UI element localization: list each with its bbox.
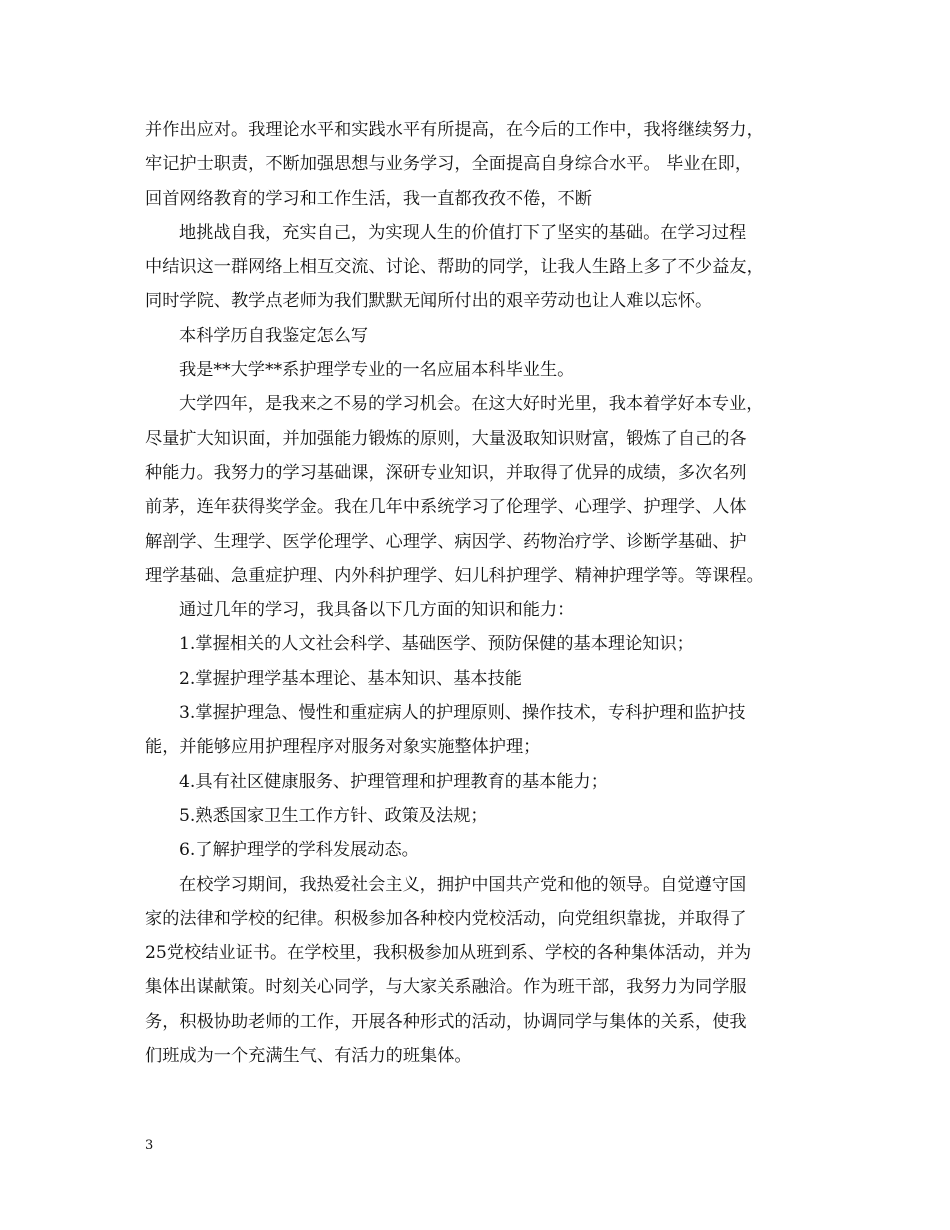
text-line: 4.具有社区健康服务、护理管理和护理教育的基本能力； (179, 771, 608, 792)
text-line: 家的法律和学校的纪律。积极参加各种校内党校活动，向党组织靠拢，并取得了 (145, 908, 747, 929)
text-line: 中结识这一群网络上相互交流、讨论、帮助的同学，让我人生路上多了不少益友， (145, 257, 764, 278)
text-line: 大学四年，是我来之不易的学习机会。在这大好时光里，我本着学好本专业， (179, 394, 764, 415)
text-line: 尽量扩大知识面，并加强能力锻炼的原则，大量汲取知识财富，锻炼了自己的各 (145, 428, 747, 449)
text-line: 3.掌握护理急、慢性和重症病人的护理原则、操作技术，专科护理和监护技 (179, 703, 746, 724)
text-line: 1.掌握相关的人文社会科学、基础医学、预防保健的基本理论知识； (179, 634, 694, 655)
text-line: 同时学院、教学点老师为我们默默无闻所付出的艰辛劳动也让人难以忘怀。 (145, 291, 713, 312)
text-line: 6.了解护理学的学科发展动态。 (179, 840, 419, 861)
text-line: 5.熟悉国家卫生工作方针、政策及法规； (179, 805, 488, 826)
text-line: 通过几年的学习，我具备以下几方面的知识和能力： (179, 600, 575, 621)
text-line: 25党校结业证书。在学校里，我积极参加从班到系、学校的各种集体活动，并为 (145, 943, 752, 964)
text-line: 种能力。我努力的学习基础课，深研专业知识，并取得了优异的成绩，多次名列 (145, 462, 747, 483)
text-line: 能，并能够应用护理程序对服务对象实施整体护理； (145, 737, 541, 758)
text-line: 理学基础、急重症护理、内外科护理学、妇儿科护理学、精神护理学等。等课程。 (145, 565, 764, 586)
text-line: 我是**大学**系护理学专业的一名应届本科毕业生。 (179, 360, 575, 381)
text-line: 回首网络教育的学习和工作生活，我一直都孜孜不倦，不断 (145, 188, 592, 209)
text-line: 们班成为一个充满生气、有活力的班集体。 (145, 1046, 472, 1067)
text-line: 并作出应对。我理论水平和实践水平有所提高，在今后的工作中，我将继续努力， (145, 120, 764, 140)
text-line: 务，积极协助老师的工作，开展各种形式的活动，协调同学与集体的关系，使我 (145, 1011, 747, 1032)
document-body (145, 113, 815, 1073)
text-line: 本科学历自我鉴定怎么写 (179, 325, 369, 346)
text-line: 2.掌握护理学基本理论、基本知识、基本技能 (179, 668, 522, 689)
text-line: 在校学习期间，我热爱社会主义，拥护中国共产党和他的领导。自觉遵守国 (179, 874, 747, 895)
text-line: 前茅，连年获得奖学金。我在几年中系统学习了伦理学、心理学、护理学、人体 (145, 497, 747, 518)
text-line: 地挑战自我，充实自己，为实现人生的价值打下了坚实的基础。在学习过程 (179, 222, 747, 243)
text-line: 牢记护士职责，不断加强思想与业务学习，全面提高自身综合水平。 毕业在即， (145, 154, 753, 175)
text-line: 集体出谋献策。时刻关心同学，与大家关系融洽。作为班干部，我努力为同学服 (145, 977, 747, 998)
text-line: 解剖学、生理学、医学伦理学、心理学、病因学、药物治疗学、诊断学基础、护 (145, 531, 747, 552)
page-number: 3 (145, 1138, 154, 1153)
